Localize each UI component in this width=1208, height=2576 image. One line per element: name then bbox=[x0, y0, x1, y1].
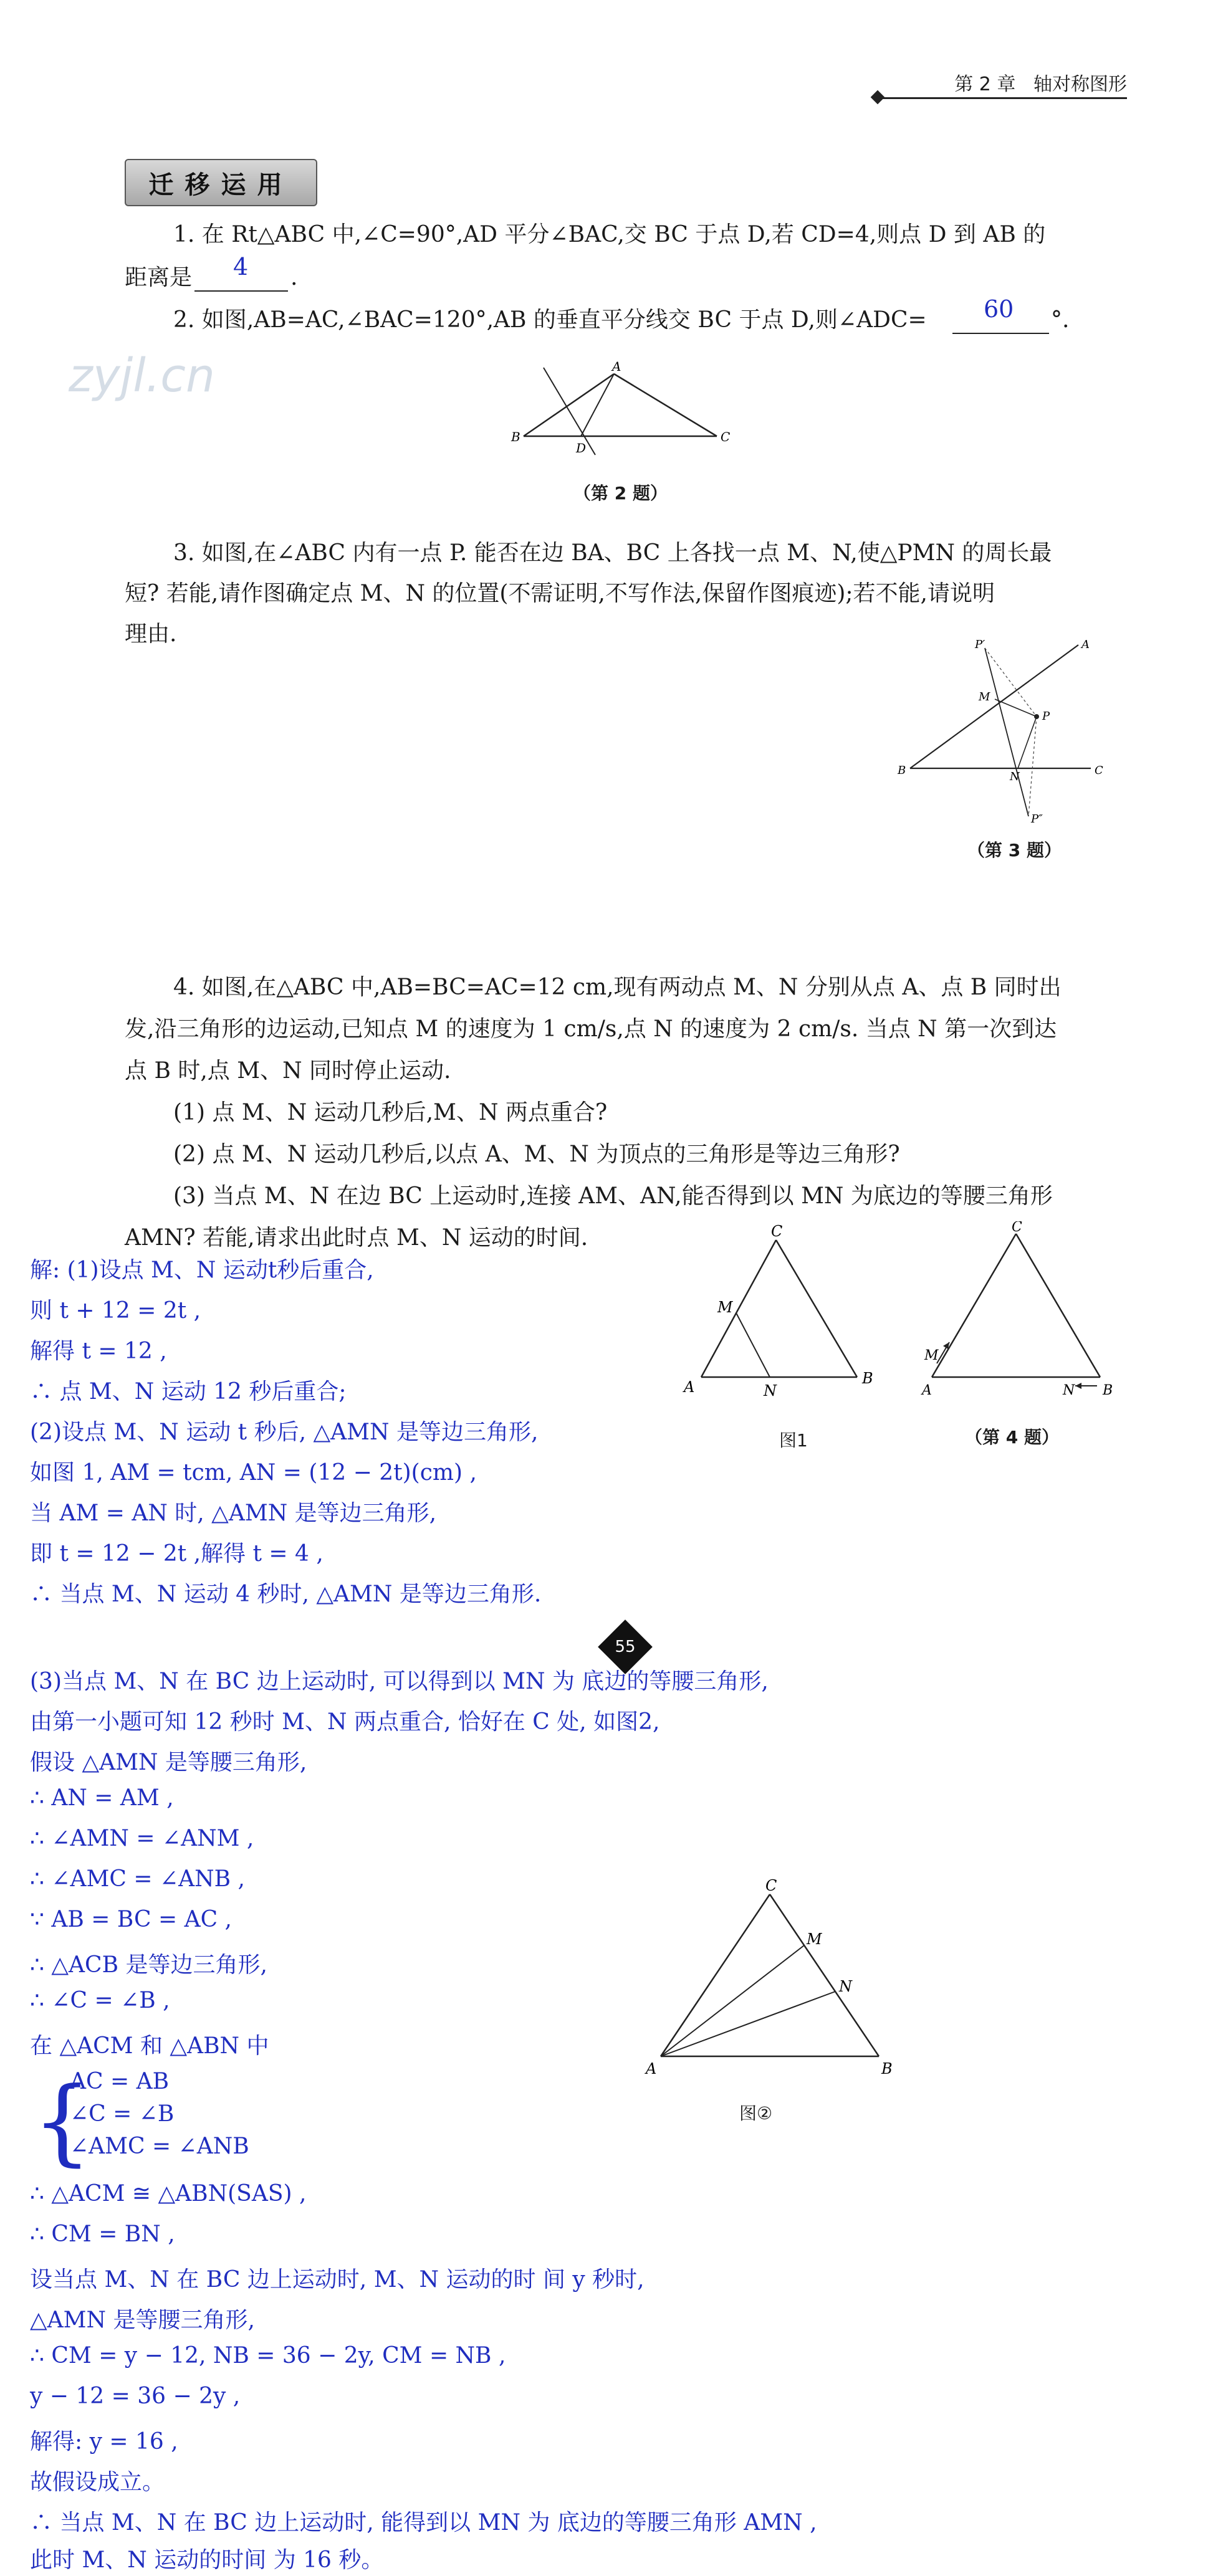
q1-line1: 1. 在 Rt△ABC 中,∠C=90°,AD 平分∠BAC,交 BC 于点 D,若 CD=4,则点 D 到 AB 的 bbox=[173, 222, 1046, 247]
q2-answer-blank bbox=[952, 333, 1049, 334]
solution1-line: 当 AM = AN 时, △AMN 是等边三角形, bbox=[30, 1500, 437, 1526]
q1-answer: 4 bbox=[233, 253, 249, 280]
q3-line3: 理由. bbox=[125, 621, 177, 647]
solution1-line: 解: (1)设点 M、N 运动t秒后重合, bbox=[30, 1257, 374, 1283]
fig2-label-n: N bbox=[839, 1978, 852, 1995]
solution2-line: ∴ ∠C = ∠B , bbox=[30, 1988, 170, 2013]
fig1-line-cb bbox=[776, 1240, 857, 1377]
q4-figure-1 bbox=[676, 1221, 901, 1402]
q4-arrowhead-n-icon bbox=[1075, 1383, 1081, 1389]
q4-label-n: N bbox=[1063, 1383, 1075, 1398]
q3-label-n: N bbox=[1010, 770, 1020, 783]
q2-text: 2. 如图,AB=AC,∠BAC=120°,AB 的垂直平分线交 BC 于点 D,则∠ADC= bbox=[173, 307, 927, 333]
q4-label-a: A bbox=[922, 1383, 932, 1398]
q3-label-p1: P′ bbox=[975, 638, 985, 651]
q4-line-cb bbox=[1016, 1234, 1100, 1377]
q2-line-ad bbox=[581, 374, 614, 436]
q3-label-p2: P″ bbox=[1031, 813, 1043, 826]
q2-answer: 60 bbox=[984, 295, 1014, 323]
fig2-line-ac bbox=[661, 1894, 770, 2056]
header-rule bbox=[880, 97, 1127, 99]
q2-caption: （第 2 题） bbox=[573, 483, 668, 503]
q3-point-p bbox=[1034, 714, 1039, 719]
q4-label-m: M bbox=[924, 1348, 939, 1363]
fig2-label-a: A bbox=[646, 2060, 657, 2077]
q2-perp-bisector bbox=[544, 368, 595, 455]
fig2-caption: 图② bbox=[739, 2103, 773, 2124]
q3-line1: 3. 如图,在∠ABC 内有一点 P. 能否在边 BA、BC 上各找一点 M、N,使△PMN 的周长最 bbox=[173, 540, 1052, 566]
solution2-line: (3)当点 M、N 在 BC 边上运动时, 可以得到以 MN 为 底边的等腰三角形, bbox=[30, 1669, 769, 1694]
q3-caption: （第 3 题） bbox=[967, 840, 1062, 861]
fig2-label-b: B bbox=[881, 2060, 893, 2077]
q4-figure-2 bbox=[642, 1876, 904, 2081]
fig1-label-c: C bbox=[771, 1223, 783, 1240]
solution2-line: 在 △ACM 和 △ABN 中 bbox=[30, 2033, 269, 2059]
q3-line-p1p2 bbox=[985, 648, 1028, 816]
solution2-line: ∴ ∠AMN = ∠ANM , bbox=[30, 1826, 254, 1851]
q1-line2-prefix: 距离是 bbox=[125, 265, 193, 290]
q1-answer-blank bbox=[194, 290, 288, 292]
chapter-number: 第 2 章 bbox=[954, 74, 1016, 95]
q3-label-m: M bbox=[979, 690, 990, 704]
fig2-label-m: M bbox=[807, 1930, 822, 1948]
q2-line-ac bbox=[614, 374, 717, 436]
q4-line1: 4. 如图,在△ABC 中,AB=BC=AC=12 cm,现有两动点 M、N 分别从点 A、点 B 同时出 bbox=[173, 975, 1062, 1000]
q2-label-b: B bbox=[511, 429, 520, 444]
solution2-line: ∴ AN = AM , bbox=[30, 1785, 174, 1811]
fig1-caption: 图1 bbox=[779, 1430, 808, 1451]
solution3-line: ∴ CM = BN , bbox=[30, 2221, 175, 2247]
q4-sub3b: AMN? 若能,请求出此时点 M、N 运动的时间. bbox=[125, 1225, 588, 1251]
solution1-line: ∴ 当点 M、N 运动 4 秒时, △AMN 是等边三角形. bbox=[30, 1581, 542, 1607]
q2-suffix: °. bbox=[1051, 307, 1070, 333]
q4-label-b: B bbox=[1103, 1383, 1113, 1398]
fig1-label-m: M bbox=[717, 1299, 733, 1316]
q3-line-pn bbox=[1018, 717, 1037, 768]
q4-line-ac bbox=[932, 1234, 1016, 1377]
system-eq: AC = AB bbox=[70, 2069, 170, 2094]
solution2-line: ∴ ∠AMC = ∠ANB , bbox=[30, 1866, 245, 1892]
q1-line2-suffix: . bbox=[290, 265, 298, 290]
page-number: 55 bbox=[598, 1620, 653, 1674]
solution3-line: 故假设成立。 bbox=[30, 2469, 165, 2495]
q3-label-p: P bbox=[1042, 710, 1050, 723]
solution3-line: △AMN 是等腰三角形, bbox=[30, 2307, 255, 2333]
fig2-line-an bbox=[661, 1992, 835, 2056]
q3-ray-ba bbox=[910, 645, 1078, 768]
q2-line-ab bbox=[524, 374, 614, 436]
solution1-line: 则 t + 12 = 2t , bbox=[30, 1298, 201, 1324]
solution3-line: 设当点 M、N 在 BC 边上运动时, M、N 运动的时 间 y 秒时, bbox=[30, 2267, 645, 2292]
solution2-line: 假设 △AMN 是等腰三角形, bbox=[30, 1750, 307, 1775]
q2-figure bbox=[505, 355, 742, 458]
section-tag: 迁移运用 bbox=[125, 159, 317, 206]
q2-label-c: C bbox=[721, 429, 731, 444]
solution1-line: ∴ 点 M、N 运动 12 秒后重合; bbox=[30, 1379, 347, 1405]
q4-line2: 发,沿三角形的边运动,已知点 M 的速度为 1 cm/s,点 N 的速度为 2 cm/s. 当点 N 第一次到达 bbox=[125, 1016, 1057, 1042]
solution1-line: 如图 1, AM = tcm, AN = (12 − 2t)(cm) , bbox=[30, 1460, 477, 1486]
fig1-label-b: B bbox=[862, 1370, 873, 1387]
solution2-line: ∴ △ACB 是等边三角形, bbox=[30, 1952, 267, 1978]
solution3-line: ∴ 当点 M、N 在 BC 边上运动时, 能得到以 MN 为 底边的等腰三角形 AMN , bbox=[30, 2510, 817, 2535]
solution3-line: y − 12 = 36 − 2y , bbox=[30, 2383, 241, 2409]
solution3-line: ∴ CM = y − 12, NB = 36 − 2y, CM = NB , bbox=[30, 2343, 506, 2368]
q4-figure bbox=[919, 1221, 1125, 1408]
watermark: zyjl.cn bbox=[69, 349, 215, 403]
q2-label-d: D bbox=[576, 441, 587, 456]
q3-line2: 短? 若能,请作图确定点 M、N 的位置(不需证明,不写作法,保留作图痕迹);若不能,请说明 bbox=[125, 581, 995, 606]
solution1-line: 即 t = 12 − 2t ,解得 t = 4 , bbox=[30, 1541, 324, 1567]
system-brace: { bbox=[32, 2068, 92, 2176]
q4-line3: 点 B 时,点 M、N 同时停止运动. bbox=[125, 1058, 451, 1084]
fig2-label-c: C bbox=[765, 1877, 777, 1894]
system-eq: ∠C = ∠B bbox=[70, 2101, 175, 2127]
solution3-line: 此时 M、N 运动的时间 为 16 秒。 bbox=[30, 2547, 384, 2573]
solution2-line: ∵ AB = BC = AC , bbox=[30, 1907, 232, 1932]
system-eq: ∠AMC = ∠ANB bbox=[70, 2134, 249, 2159]
fig1-line-mn bbox=[736, 1313, 770, 1377]
q4-sub3: (3) 当点 M、N 在边 BC 上运动时,连接 AM、AN,能否得到以 MN 为底边的等腰三角形 bbox=[173, 1183, 1053, 1209]
q4-label-c: C bbox=[1012, 1221, 1022, 1235]
solution3-line: 解得: y = 16 , bbox=[30, 2429, 178, 2454]
q4-sub1: (1) 点 M、N 运动几秒后,M、N 两点重合? bbox=[173, 1100, 608, 1125]
q4-sub2: (2) 点 M、N 运动几秒后,以点 A、M、N 为顶点的三角形是等边三角形? bbox=[173, 1142, 900, 1167]
chapter-title: 轴对称图形 bbox=[1033, 74, 1127, 95]
solution1-line: (2)设点 M、N 运动 t 秒后, △AMN 是等边三角形, bbox=[30, 1419, 539, 1445]
solution2-line: 由第一小题可知 12 秒时 M、N 两点重合, 恰好在 C 处, 如图2, bbox=[30, 1709, 660, 1735]
q3-label-c: C bbox=[1095, 764, 1103, 777]
q2-label-a: A bbox=[612, 359, 621, 374]
q3-label-b: B bbox=[898, 764, 906, 777]
solution3-line: ∴ △ACM ≅ △ABN(SAS) , bbox=[30, 2181, 307, 2206]
q3-dashed-pp2 bbox=[1028, 717, 1037, 816]
fig1-label-n: N bbox=[764, 1382, 777, 1400]
solution1-line: 解得 t = 12 , bbox=[30, 1338, 167, 1364]
fig2-line-cb bbox=[770, 1894, 879, 2056]
fig2-line-am bbox=[661, 1945, 804, 2056]
chapter-header bbox=[954, 69, 1127, 96]
fig1-label-a: A bbox=[684, 1378, 695, 1396]
fig1-line-ac bbox=[701, 1240, 776, 1377]
q3-label-a: A bbox=[1081, 638, 1090, 651]
q4-caption: （第 4 题） bbox=[965, 1427, 1059, 1448]
q3-figure bbox=[891, 636, 1116, 835]
